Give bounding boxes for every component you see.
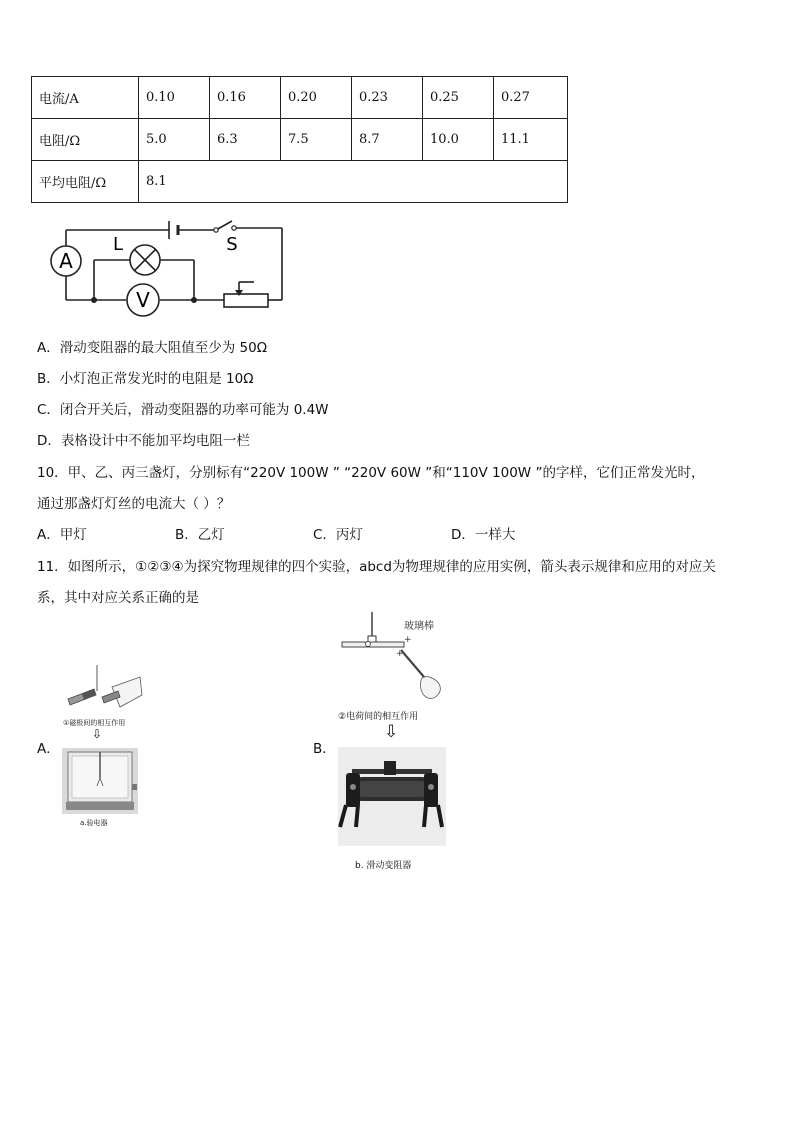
row-label: 电流/A (32, 77, 139, 119)
q10-option-a: A．甲灯 (37, 527, 87, 543)
svg-text:+: + (396, 649, 404, 659)
table-row (32, 77, 568, 119)
voltmeter-label: V (136, 288, 150, 312)
table-cell: 0.23 (352, 77, 423, 119)
glass-rod-illustration (338, 612, 448, 704)
option-a-top-caption: ①磁极间的相互作用 (63, 719, 126, 727)
circuit-diagram (44, 212, 294, 317)
q9-option-c: C．闭合开关后，滑动变阻器的功率可能为 0.4W (37, 402, 329, 418)
glass-rod-label: 玻璃棒 (404, 621, 434, 632)
row-label: 平均电阻/Ω (32, 161, 139, 203)
svg-text:+: + (404, 635, 412, 645)
option-b-arrow-icon: ⇩ (384, 722, 399, 742)
q10-stem-line1: 10．甲、乙、丙三盏灯，分别标有“220V 100W ” “220V 60W ”和“110V 100W ”的字样，它们正常发光时， (37, 465, 705, 481)
table-cell: 7.5 (281, 119, 352, 161)
option-a-bottom-caption: a.验电器 (80, 819, 108, 827)
q10-option-b: B．乙灯 (175, 527, 225, 543)
q11-option-a-label: A． (37, 741, 60, 757)
table-cell: 10.0 (423, 119, 494, 161)
q10-stem-line2: 通过那盏灯灯丝的电流大（ ）？ (37, 496, 231, 512)
q10-option-d: D．一样大 (451, 527, 516, 543)
table-cell: 0.10 (139, 77, 210, 119)
q11-stem-line2: 系，其中对应关系正确的是 (37, 590, 199, 606)
rheostat-photo (338, 747, 446, 846)
q9-option-b: B．小灯泡正常发光时的电阻是 10Ω (37, 371, 254, 387)
table-cell: 0.27 (494, 77, 568, 119)
q11-stem-line1: 11．如图所示，①②③④为探究物理规律的四个实验，abcd为物理规律的应用实例，箭头表示规律和应用的对应关 (37, 559, 716, 575)
option-a-arrow-icon: ⇩ (92, 727, 103, 741)
q11-option-b-label: B． (313, 741, 336, 757)
table-cell: 8.1 (139, 161, 568, 203)
table-cell: 5.0 (139, 119, 210, 161)
table-cell: 8.7 (352, 119, 423, 161)
table-row (32, 161, 568, 203)
option-b-bottom-caption: b. 滑动变阻器 (355, 861, 412, 871)
row-label: 电阻/Ω (32, 119, 139, 161)
table-row (32, 119, 568, 161)
switch-label: S (226, 234, 238, 255)
table-cell: 11.1 (494, 119, 568, 161)
table-cell: 0.16 (210, 77, 281, 119)
q10-option-c: C．丙灯 (313, 527, 363, 543)
table-cell: 6.3 (210, 119, 281, 161)
lamp-label: L (112, 234, 124, 255)
table-cell: 0.25 (423, 77, 494, 119)
q9-option-a: A．滑动变阻器的最大阻值至少为 50Ω (37, 340, 268, 356)
measurement-table (31, 76, 568, 203)
q9-option-d: D．表格设计中不能加平均电阻一栏 (37, 433, 250, 449)
magnets-illustration (60, 665, 144, 717)
ammeter-label: A (59, 249, 73, 273)
option-b-top-caption: ②电荷间的相互作用 (338, 712, 419, 722)
electroscope-photo (62, 748, 138, 814)
table-cell: 0.20 (281, 77, 352, 119)
